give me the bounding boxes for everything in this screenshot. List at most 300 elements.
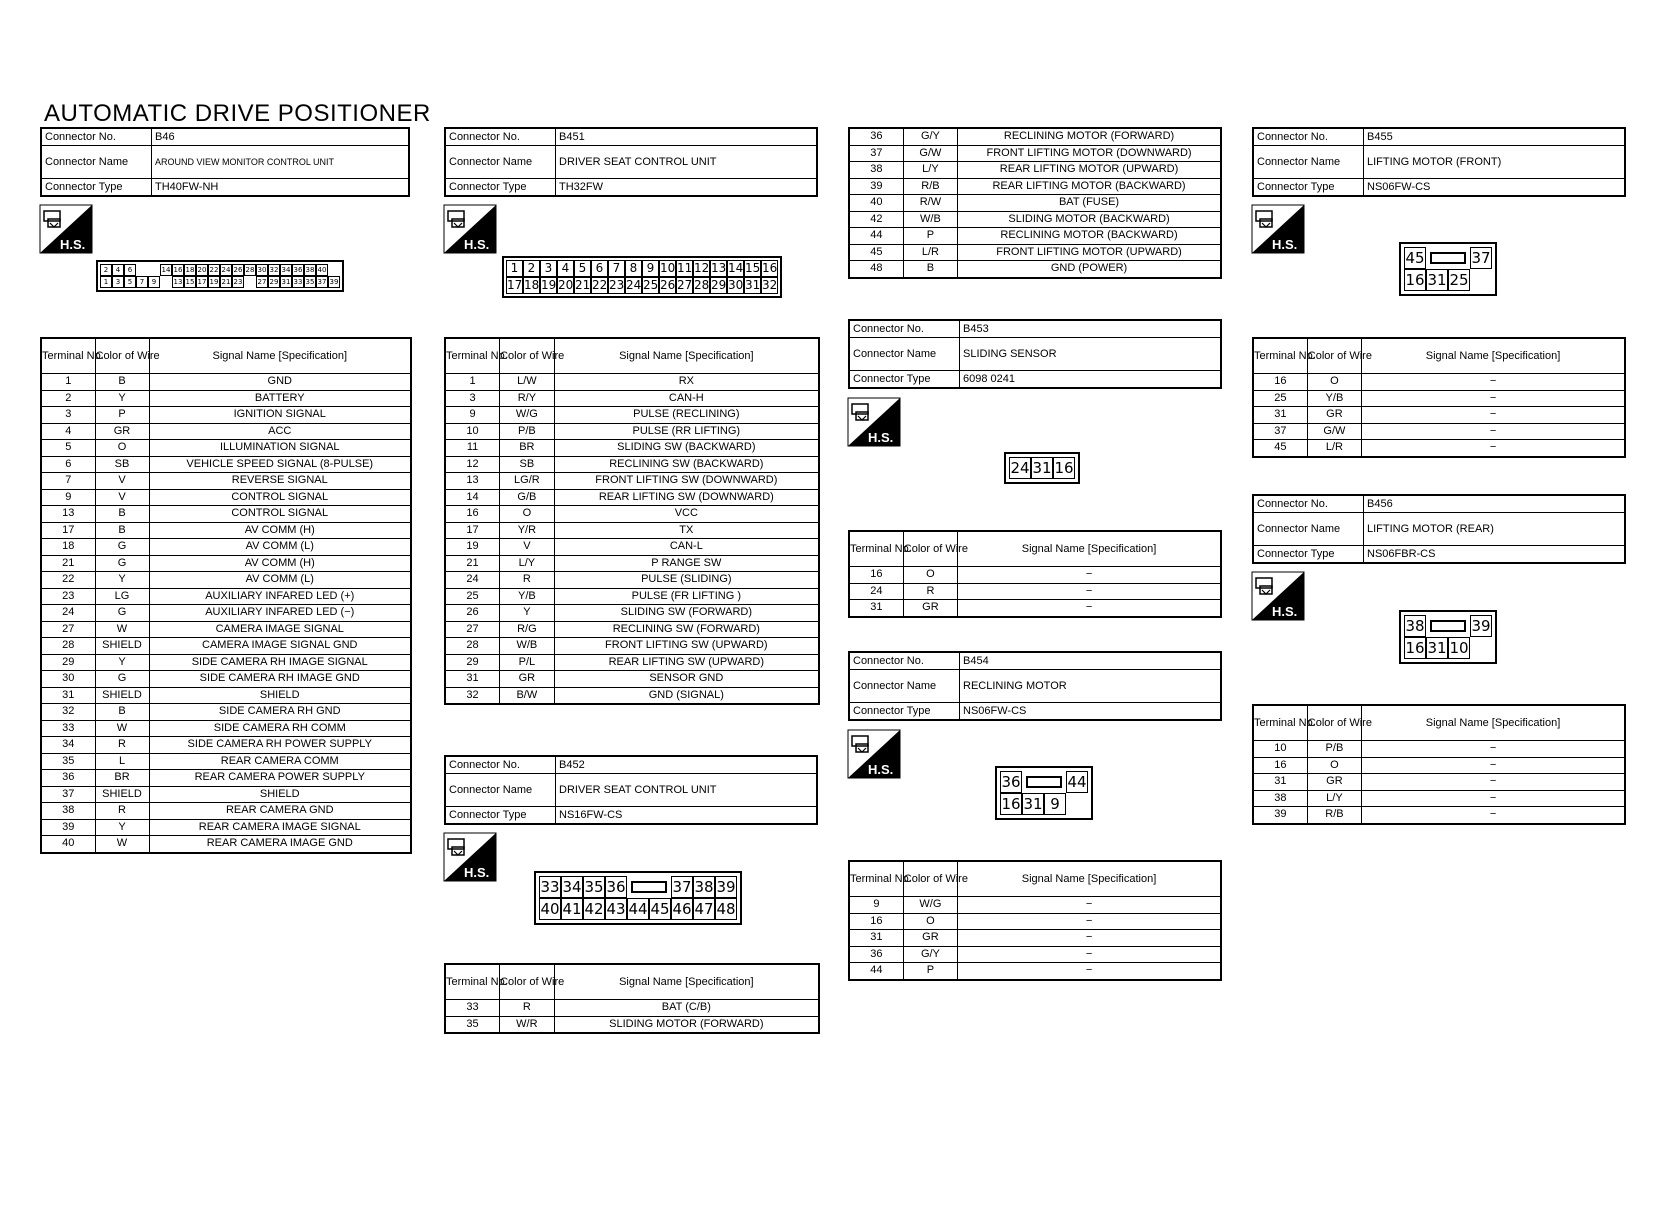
signal-name: SLIDING SW (BACKWARD) xyxy=(554,440,819,457)
terminal-number: 31 xyxy=(1253,774,1307,791)
signal-name-header: Signal Name [Specification] xyxy=(149,338,411,374)
terminal-row xyxy=(41,522,411,539)
signal-name: CAMERA IMAGE SIGNAL xyxy=(149,621,411,638)
terminal-number: 36 xyxy=(849,128,903,145)
signal-name: CAN-H xyxy=(554,390,819,407)
terminal-number: 17 xyxy=(445,522,500,539)
connector-type-value: NS06FW-CS xyxy=(1364,179,1626,197)
terminal-number: 29 xyxy=(445,654,500,671)
connector-pin: 18 xyxy=(524,278,540,292)
connector-pin: 41 xyxy=(562,900,582,918)
connector-pin: 23 xyxy=(233,278,243,286)
connector-type-value: NS06FBR-CS xyxy=(1364,546,1626,564)
connector-pin: 25 xyxy=(643,278,659,292)
connector-pin: 32 xyxy=(269,266,279,274)
signal-name: FRONT LIFTING MOTOR (UPWARD) xyxy=(958,244,1221,261)
connector-pin: 19 xyxy=(209,278,219,286)
terminal-number: 40 xyxy=(849,195,903,212)
terminal-number: 37 xyxy=(849,145,903,162)
wire-color: L/Y xyxy=(1307,790,1361,807)
connector-type-value: NS16FW-CS xyxy=(556,807,818,825)
terminal-number: 34 xyxy=(41,737,95,754)
terminal-number: 45 xyxy=(849,244,903,261)
terminal-row xyxy=(445,572,819,589)
signal-name: AV COMM (H) xyxy=(149,555,411,572)
signal-name: − xyxy=(1362,757,1625,774)
terminal-number: 32 xyxy=(445,687,500,704)
hs-harness-side-icon xyxy=(444,205,496,253)
terminal-row xyxy=(849,897,1221,914)
svg-text:H.S.: H.S. xyxy=(1272,237,1298,252)
connector-pin: 8 xyxy=(625,260,642,277)
terminal-row xyxy=(849,930,1221,947)
connector-pin: 13 xyxy=(711,261,727,275)
connector-type-label: Connector Type xyxy=(41,179,152,197)
connector-pin: 33 xyxy=(540,878,560,896)
signal-name-header: Signal Name [Specification] xyxy=(554,964,819,1000)
signal-name: SENSOR GND xyxy=(554,671,819,688)
wire-color: Y xyxy=(95,390,149,407)
connector-pin: 29 xyxy=(711,278,727,292)
wire-color: Y/B xyxy=(500,588,555,605)
connector-type-label: Connector Type xyxy=(849,703,960,721)
wire-color: L/R xyxy=(1307,440,1361,457)
connector-pin: 35 xyxy=(305,278,315,286)
wire-color: G/W xyxy=(903,145,957,162)
terminal-row xyxy=(445,555,819,572)
terminal-number: 10 xyxy=(445,423,500,440)
signal-name: PULSE (FR LIFTING ) xyxy=(554,588,819,605)
terminal-number: 44 xyxy=(849,228,903,245)
signal-name: BAT (FUSE) xyxy=(958,195,1221,212)
connector-pin: 17 xyxy=(507,278,523,292)
terminal-row xyxy=(41,819,411,836)
terminal-row xyxy=(849,244,1221,261)
signal-name: BAT (C/B) xyxy=(554,1000,819,1017)
connector-pin: 33 xyxy=(293,278,303,286)
color-of-wire-header: Color of Wire xyxy=(95,338,149,374)
connector-name-label: Connector Name xyxy=(41,146,152,179)
terminal-number: 16 xyxy=(445,506,500,523)
connector-pin: 17 xyxy=(197,278,207,286)
connector-type-value: 6098 0241 xyxy=(960,371,1222,389)
connector-pin: 4 xyxy=(112,264,124,276)
terminal-row xyxy=(41,588,411,605)
terminal-row xyxy=(41,456,411,473)
connector-pin: 34 xyxy=(281,266,291,274)
terminal-number: 38 xyxy=(849,162,903,179)
connector-latch xyxy=(1026,776,1062,788)
terminal-row xyxy=(445,423,819,440)
terminal-row xyxy=(849,567,1221,584)
connector-pin: 11 xyxy=(677,261,693,275)
signal-name: − xyxy=(958,567,1221,584)
terminal-no-header: Terminal No. xyxy=(1253,705,1307,741)
signal-name: REAR CAMERA POWER SUPPLY xyxy=(149,770,411,787)
wire-color: P/B xyxy=(1307,741,1361,758)
signal-name: CAN-L xyxy=(554,539,819,556)
connector-type-value: TH40FW-NH xyxy=(152,179,410,197)
connector-face-b454 xyxy=(995,766,1093,820)
connector-pin: 13 xyxy=(173,278,183,286)
terminal-number: 4 xyxy=(41,423,95,440)
signal-name: − xyxy=(958,897,1221,914)
wire-color: G/B xyxy=(500,489,555,506)
terminal-number: 30 xyxy=(41,671,95,688)
signal-name: SIDE CAMERA RH POWER SUPPLY xyxy=(149,737,411,754)
terminal-number: 13 xyxy=(445,473,500,490)
terminal-row xyxy=(445,654,819,671)
signal-name: GND (POWER) xyxy=(958,261,1221,278)
terminal-row xyxy=(41,770,411,787)
terminal-row xyxy=(41,605,411,622)
connector-face-b452 xyxy=(534,871,742,925)
signal-name: SIDE CAMERA RH COMM xyxy=(149,720,411,737)
wire-color: GR xyxy=(903,930,957,947)
signal-name: REAR LIFTING SW (DOWNWARD) xyxy=(554,489,819,506)
svg-text:H.S.: H.S. xyxy=(60,237,86,252)
terminal-row xyxy=(1253,407,1625,424)
connector-pin: 27 xyxy=(677,278,693,292)
svg-text:H.S.: H.S. xyxy=(464,237,490,252)
hs-harness-side-icon xyxy=(848,398,900,446)
connector-type-label: Connector Type xyxy=(849,371,960,389)
signal-name: RECLINING SW (BACKWARD) xyxy=(554,456,819,473)
connector-name-value: SLIDING SENSOR xyxy=(960,338,1222,371)
wire-color: G xyxy=(95,555,149,572)
signal-name: CONTROL SIGNAL xyxy=(149,489,411,506)
wire-color: LG/R xyxy=(500,473,555,490)
terminal-number: 11 xyxy=(445,440,500,457)
terminal-number: 25 xyxy=(445,588,500,605)
wire-color: GR xyxy=(500,671,555,688)
connector-pin: 23 xyxy=(609,278,625,292)
signal-name: PULSE (RR LIFTING) xyxy=(554,423,819,440)
wire-color: GR xyxy=(1307,774,1361,791)
terminal-number: 9 xyxy=(849,897,903,914)
connector-name-value: RECLINING MOTOR xyxy=(960,670,1222,703)
connector-type-label: Connector Type xyxy=(445,807,556,825)
signal-name: SHIELD xyxy=(149,687,411,704)
signal-name: REAR CAMERA IMAGE GND xyxy=(149,836,411,853)
terminal-number: 21 xyxy=(445,555,500,572)
terminal-row xyxy=(41,836,411,853)
terminal-row xyxy=(849,195,1221,212)
connector-latch xyxy=(1430,252,1466,264)
signal-name: P RANGE SW xyxy=(554,555,819,572)
terminal-row xyxy=(41,737,411,754)
connector-no-label: Connector No. xyxy=(849,652,960,670)
terminal-number: 27 xyxy=(41,621,95,638)
terminal-number: 16 xyxy=(849,913,903,930)
signal-name: AUXILIARY INFARED LED (−) xyxy=(149,605,411,622)
terminal-number: 37 xyxy=(1253,423,1307,440)
connector-gap xyxy=(1022,771,1066,793)
connector-pin: 14 xyxy=(161,266,171,274)
connector-type-label: Connector Type xyxy=(445,179,556,197)
signal-name: − xyxy=(1362,741,1625,758)
terminal-row xyxy=(41,638,411,655)
wire-color: LG xyxy=(95,588,149,605)
terminal-number: 45 xyxy=(1253,440,1307,457)
connector-type-label: Connector Type xyxy=(1253,546,1364,564)
wire-color: SHIELD xyxy=(95,638,149,655)
connector-pin: 42 xyxy=(584,900,604,918)
connector-no-value: B455 xyxy=(1364,128,1626,146)
color-of-wire-header: Color of Wire xyxy=(1307,338,1361,374)
connector-no-label: Connector No. xyxy=(1253,495,1364,513)
connector-pin: 18 xyxy=(185,266,195,274)
wire-color: W/B xyxy=(903,211,957,228)
terminal-row xyxy=(1253,440,1625,457)
signal-name: PULSE (RECLINING) xyxy=(554,407,819,424)
connector-no-label: Connector No. xyxy=(445,128,556,146)
terminal-number: 12 xyxy=(445,456,500,473)
terminal-number: 22 xyxy=(41,572,95,589)
signal-name: − xyxy=(1362,807,1625,824)
connector-pin: 26 xyxy=(660,278,676,292)
wire-color: L/W xyxy=(500,374,555,391)
terminal-row xyxy=(41,423,411,440)
terminal-row xyxy=(445,522,819,539)
connector-pin: 38 xyxy=(694,878,714,896)
wire-color: G/Y xyxy=(903,946,957,963)
wire-color: Y xyxy=(95,819,149,836)
terminal-row xyxy=(41,687,411,704)
svg-text:H.S.: H.S. xyxy=(1272,604,1298,619)
terminal-number: 31 xyxy=(849,600,903,617)
signal-name: − xyxy=(1362,774,1625,791)
connector-no-label: Connector No. xyxy=(1253,128,1364,146)
connector-name-label: Connector Name xyxy=(849,338,960,371)
terminal-number: 40 xyxy=(41,836,95,853)
connector-pin: 45 xyxy=(650,900,670,918)
wire-color: R/G xyxy=(500,621,555,638)
connector-latch xyxy=(1430,620,1466,632)
terminal-row xyxy=(445,390,819,407)
connector-pin: 47 xyxy=(694,900,714,918)
signal-name-header: Signal Name [Specification] xyxy=(554,338,819,374)
terminal-row xyxy=(445,473,819,490)
terminal-table-b455 xyxy=(1252,337,1626,458)
terminal-table-b454 xyxy=(848,860,1222,981)
wire-color: Y xyxy=(95,572,149,589)
connector-no-value: B456 xyxy=(1364,495,1626,513)
signal-name: TX xyxy=(554,522,819,539)
signal-name: − xyxy=(958,913,1221,930)
terminal-row xyxy=(445,605,819,622)
signal-name: PULSE (SLIDING) xyxy=(554,572,819,589)
signal-name-header: Signal Name [Specification] xyxy=(1362,338,1625,374)
connector-name-label: Connector Name xyxy=(445,774,556,807)
terminal-number: 31 xyxy=(849,930,903,947)
terminal-table-b453 xyxy=(848,530,1222,618)
connector-pin: 10 xyxy=(660,261,676,275)
connector-pin: 30 xyxy=(728,278,744,292)
signal-name: − xyxy=(958,963,1221,980)
connector-gap xyxy=(1066,793,1088,815)
terminal-row xyxy=(849,963,1221,980)
terminal-no-header: Terminal No. xyxy=(1253,338,1307,374)
terminal-row xyxy=(445,440,819,457)
connector-info-b456 xyxy=(1252,494,1626,564)
connector-no-value: B453 xyxy=(960,320,1222,338)
wire-color: O xyxy=(1307,374,1361,391)
signal-name: SLIDING MOTOR (BACKWARD) xyxy=(958,211,1221,228)
terminal-number: 5 xyxy=(41,440,95,457)
signal-name: AV COMM (H) xyxy=(149,522,411,539)
connector-type-label: Connector Type xyxy=(1253,179,1364,197)
svg-text:H.S.: H.S. xyxy=(868,430,894,445)
signal-name: REVERSE SIGNAL xyxy=(149,473,411,490)
connector-info-b453 xyxy=(848,319,1222,389)
connector-pin: 46 xyxy=(672,900,692,918)
connector-pin: 2 xyxy=(100,264,112,276)
wire-color: L/Y xyxy=(903,162,957,179)
connector-type-value: TH32FW xyxy=(556,179,818,197)
wire-color: SHIELD xyxy=(95,687,149,704)
connector-pin: 16 xyxy=(762,261,778,275)
terminal-number: 26 xyxy=(445,605,500,622)
terminal-number: 9 xyxy=(445,407,500,424)
signal-name: VCC xyxy=(554,506,819,523)
connector-pin: 44 xyxy=(1067,773,1087,791)
wire-color: P/B xyxy=(500,423,555,440)
terminal-row xyxy=(849,128,1221,145)
connector-pin: 31 xyxy=(281,278,291,286)
signal-name: GND xyxy=(149,374,411,391)
signal-name: CAMERA IMAGE SIGNAL GND xyxy=(149,638,411,655)
connector-pin: 20 xyxy=(558,278,574,292)
connector-gap xyxy=(1426,615,1470,637)
connector-pin: 15 xyxy=(185,278,195,286)
terminal-number: 38 xyxy=(41,803,95,820)
color-of-wire-header: Color of Wire xyxy=(903,861,957,897)
terminal-number: 36 xyxy=(849,946,903,963)
signal-name: RECLINING MOTOR (FORWARD) xyxy=(958,128,1221,145)
terminal-table-b452 xyxy=(444,963,820,1034)
connector-pin: 31 xyxy=(745,278,761,292)
color-of-wire-header: Color of Wire xyxy=(903,531,957,567)
connector-pin: 22 xyxy=(592,278,608,292)
terminal-row xyxy=(849,913,1221,930)
terminal-no-header: Terminal No. xyxy=(445,964,500,1000)
terminal-number: 29 xyxy=(41,654,95,671)
wire-color: O xyxy=(500,506,555,523)
terminal-number: 3 xyxy=(445,390,500,407)
terminal-row xyxy=(41,506,411,523)
terminal-number: 31 xyxy=(445,671,500,688)
signal-name: FRONT LIFTING SW (UPWARD) xyxy=(554,638,819,655)
terminal-row xyxy=(41,440,411,457)
connector-no-value: B452 xyxy=(556,756,818,774)
connector-pin: 15 xyxy=(745,261,761,275)
signal-name: − xyxy=(1362,374,1625,391)
terminal-number: 31 xyxy=(1253,407,1307,424)
signal-name: SLIDING SW (FORWARD) xyxy=(554,605,819,622)
terminal-number: 24 xyxy=(849,583,903,600)
signal-name: − xyxy=(1362,440,1625,457)
signal-name: SIDE CAMERA RH GND xyxy=(149,704,411,721)
terminal-row xyxy=(1253,423,1625,440)
signal-name: RECLINING MOTOR (BACKWARD) xyxy=(958,228,1221,245)
terminal-number: 42 xyxy=(849,211,903,228)
connector-face-b453 xyxy=(1004,452,1080,484)
signal-name-header: Signal Name [Specification] xyxy=(958,531,1221,567)
terminal-number: 35 xyxy=(445,1016,500,1033)
wire-color: G xyxy=(95,671,149,688)
svg-text:H.S.: H.S. xyxy=(868,762,894,777)
connector-pin: 36 xyxy=(606,878,626,896)
terminal-row xyxy=(445,374,819,391)
wire-color: R xyxy=(95,803,149,820)
wire-color: G xyxy=(95,605,149,622)
terminal-row xyxy=(41,803,411,820)
wire-color: W xyxy=(95,621,149,638)
terminal-no-header: Terminal No. xyxy=(849,531,903,567)
terminal-row xyxy=(1253,374,1625,391)
wire-color: V xyxy=(500,539,555,556)
signal-name: AV COMM (L) xyxy=(149,572,411,589)
connector-name-value: DRIVER SEAT CONTROL UNIT xyxy=(556,146,818,179)
connector-pin: 14 xyxy=(728,261,744,275)
signal-name: FRONT LIFTING SW (DOWNWARD) xyxy=(554,473,819,490)
terminal-no-header: Terminal No. xyxy=(445,338,500,374)
terminal-number: 37 xyxy=(41,786,95,803)
connector-name-value: AROUND VIEW MONITOR CONTROL UNIT xyxy=(152,146,410,179)
connector-pin: 40 xyxy=(317,266,327,274)
wire-color: BR xyxy=(95,770,149,787)
terminal-row xyxy=(41,671,411,688)
connector-pin: 12 xyxy=(694,261,710,275)
wire-color: W/G xyxy=(903,897,957,914)
terminal-number: 39 xyxy=(1253,807,1307,824)
connector-pin: 38 xyxy=(1405,617,1425,635)
connector-pin: 24 xyxy=(626,278,642,292)
connector-gap xyxy=(627,876,671,898)
connector-name-label: Connector Name xyxy=(445,146,556,179)
connector-pin: 35 xyxy=(584,878,604,896)
hs-harness-side-icon xyxy=(1252,205,1304,253)
terminal-number: 1 xyxy=(41,374,95,391)
connector-pin: 38 xyxy=(305,266,315,274)
connector-pin: 20 xyxy=(197,266,207,274)
terminal-row xyxy=(41,753,411,770)
signal-name: REAR CAMERA IMAGE SIGNAL xyxy=(149,819,411,836)
terminal-row xyxy=(41,720,411,737)
connector-pin: 29 xyxy=(269,278,279,286)
connector-pin: 7 xyxy=(608,260,625,277)
connector-pin: 6 xyxy=(591,260,608,277)
wire-color: R/B xyxy=(1307,807,1361,824)
terminal-row xyxy=(41,473,411,490)
wire-color: O xyxy=(1307,757,1361,774)
terminal-number: 25 xyxy=(1253,390,1307,407)
terminal-row xyxy=(445,407,819,424)
connector-info-b451 xyxy=(444,127,818,197)
terminal-number: 39 xyxy=(849,178,903,195)
terminal-row xyxy=(849,178,1221,195)
signal-name-header: Signal Name [Specification] xyxy=(1362,705,1625,741)
wire-color: W/B xyxy=(500,638,555,655)
connector-pin: 37 xyxy=(672,878,692,896)
connector-pin: 39 xyxy=(716,878,736,896)
terminal-number: 24 xyxy=(445,572,500,589)
signal-name: − xyxy=(958,583,1221,600)
terminal-row xyxy=(849,162,1221,179)
terminal-row xyxy=(849,211,1221,228)
color-of-wire-header: Color of Wire xyxy=(500,338,555,374)
